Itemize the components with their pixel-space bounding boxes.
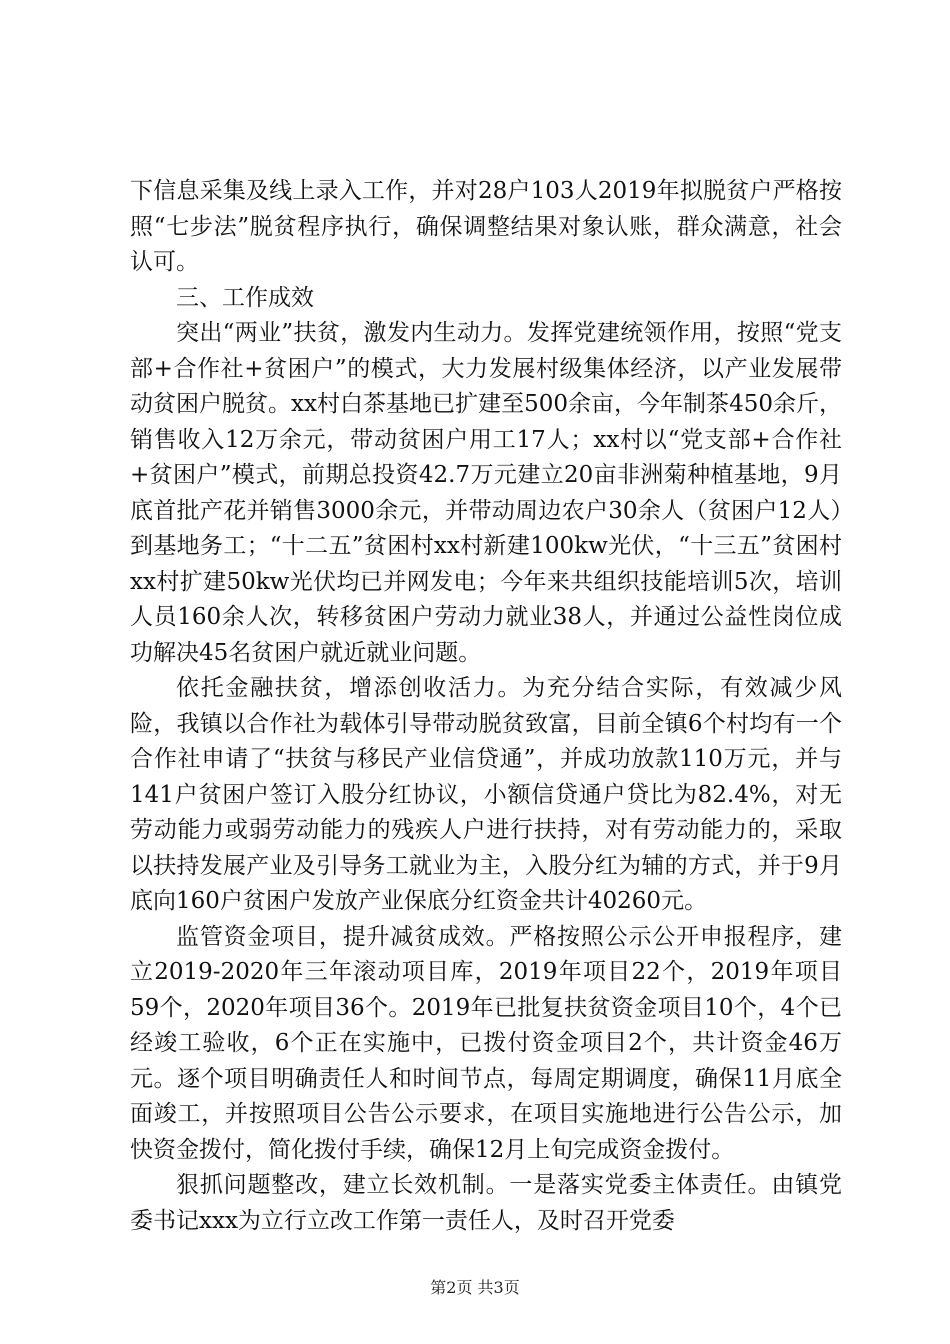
document-body xyxy=(130,174,842,1239)
section-heading: 三、工作成效 xyxy=(176,284,314,311)
paragraph-3: 依托金融扶贫，增添创收活力。为充分结合实际，有效减少风险，我镇以合作社为载体引导带动脱贫致富，目前全镇6个村均有一个合作社申请了“扶贫与移民产业信贷通”，并成功放款110万元，并与141户贫困户签订入股分红协议，小额信贷通户贷比为82.4%，对无劳动能力或弱劳动能力的残疾人户进行扶持，对有劳动能力的，采取以扶持发展产业及引导务工就业为主，入股分红为辅的方式，并于9月底向160户贫困户发放产业保底分红资金共计40260元。 xyxy=(130,675,842,914)
page-footer: 第2页 共3页 xyxy=(430,1278,520,1297)
paragraph-0: 下信息采集及线上录入工作，并对28户103人2019年拟脱贫户严格按照“七步法”脱贫程序执行，确保调整结果对象认账，群众满意，社会认可。 xyxy=(130,178,842,275)
paragraph-5: 狠抓问题整改，建立长效机制。一是落实党委主体责任。由镇党委书记xxx为立行立改工作第一责任人，及时召开党委 xyxy=(130,1172,842,1234)
paragraph-2: 突出“两业”扶贫，激发内生动力。发挥党建统领作用，按照“党支部+合作社+贫困户”的模式，大力发展村级集体经济，以产业发展带动贫困户脱贫。xx村白茶基地已扩建至500余亩，今年制茶450余斤，销售收入12万余元，带动贫困户用工17人；xx村以“党支部+合作社+贫困户”模式，前期总投资42.7万元建立20亩非洲菊种植基地，9月底首批产花并销售3000余元，并带动周边农户30余人（贫困户12人）到基地务工；“十二五”贫困村xx村新建100kw光伏，“十三五”贫困村xx村扩建50kw光伏均已并网发电；今年来共组织技能培训5次，培训人员160余人次，转移贫困户劳动力就业38人，并通过公益性岗位成功解决45名贫困户就近就业问题。 xyxy=(130,320,842,666)
paragraph-4: 监管资金项目，提升减贫成效。严格按照公示公开申报程序，建立2019-2020年三年滚动项目库，2019年项目22个，2019年项目59个，2020年项目36个。2019年已批复扶贫资金项目10个，4个已经竣工验收，6个正在实施中，已拨付资金项目2个，共计资金46万元。逐个项目明确责任人和时间节点，每周定期调度，确保11月底全面竣工，并按照项目公告公示要求，在项目实施地进行公告公示，加快资金拨付，简化拨付手续，确保12月上旬完成资金拨付。 xyxy=(130,923,842,1163)
